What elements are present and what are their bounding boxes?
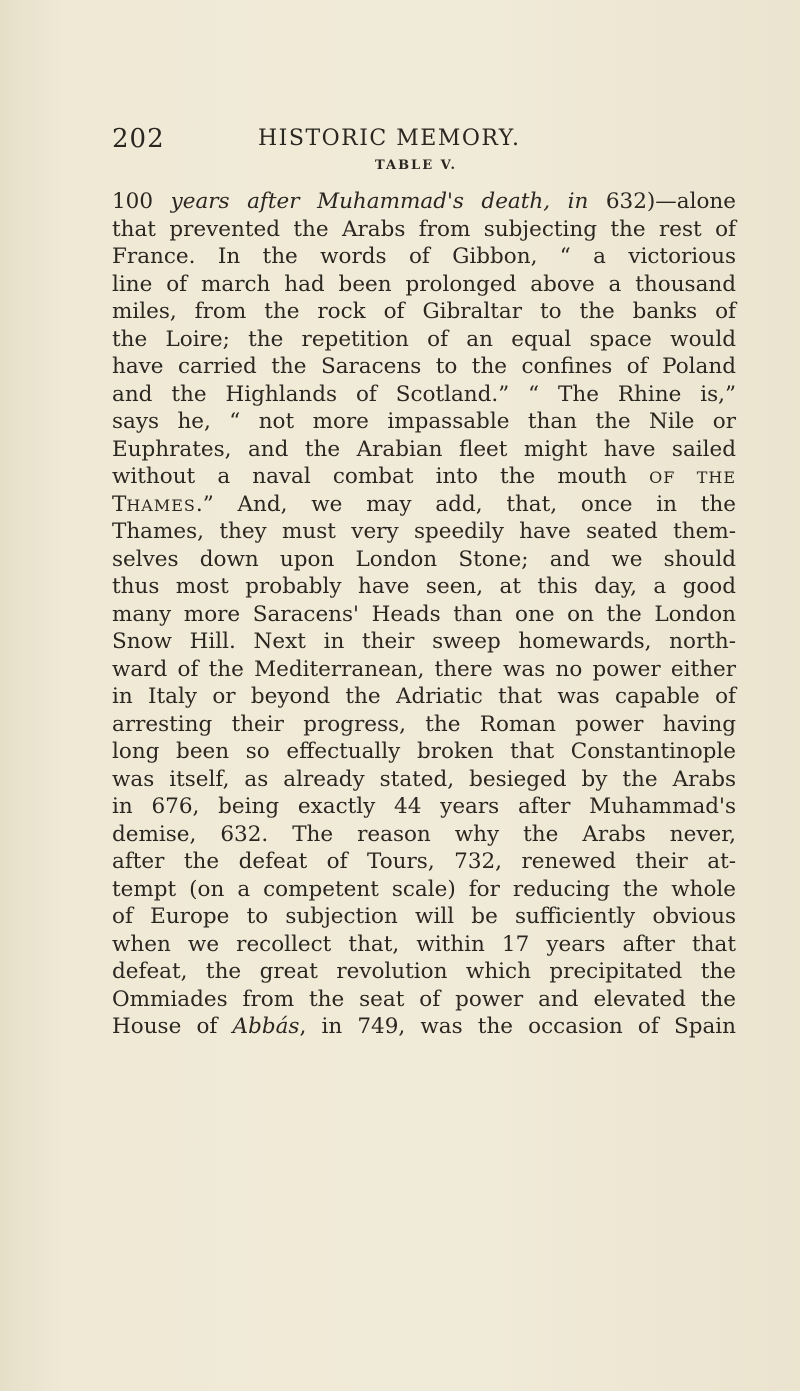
text-line: Ommiades from the seat of power and elevated the <box>112 986 736 1012</box>
text-line: many more Saracens' Heads than one on the London <box>112 601 736 627</box>
text-line: in 676, being exactly 44 years after Muhammad's <box>112 794 736 819</box>
page-number: 202 <box>112 124 165 154</box>
text-line: says he, “ not more impassable than the Nile or <box>112 409 736 434</box>
text-line: miles, from the rock of Gibraltar to the banks of <box>112 299 736 324</box>
text-line: selves down upon London Stone; and we should <box>112 546 736 572</box>
text-line: Thames, they must very speedily have seated them- <box>112 519 736 544</box>
text-line: that prevented the Arabs from subjecting the rest of <box>112 216 736 242</box>
text-line: THAMES.” And, we may add, that, once in the <box>112 491 736 517</box>
text-line: after the defeat of Tours, 732, renewed their at- <box>112 849 736 874</box>
text-line: Snow Hill. Next in their sweep homewards, north- <box>112 629 736 654</box>
text-line: tempt (on a competent scale) for reducing the whole <box>112 876 736 902</box>
page-header <box>112 124 752 154</box>
text-line: line of march had been prolonged above a thousand <box>112 271 736 297</box>
text-line: and the Highlands of Scotland.” “ The Rhine is,” <box>112 381 736 407</box>
text-line: France. In the words of Gibbon, “ a victorious <box>112 244 736 269</box>
text-line: Euphrates, and the Arabian fleet might have sailed <box>112 436 736 462</box>
running-head: HISTORIC MEMORY. <box>258 126 521 151</box>
table-label: TABLE V. <box>375 158 457 173</box>
text-line: without a naval combat into the mouth OF THE <box>112 464 736 489</box>
text-line: thus most probably have seen, at this day, a good <box>112 574 736 599</box>
text-line: ward of the Mediterranean, there was no power either <box>112 656 736 682</box>
text-line: have carried the Saracens to the confines of Poland <box>112 354 736 379</box>
text-line: long been so effectually broken that Constantinople <box>112 739 736 764</box>
body-text <box>112 188 736 1041</box>
text-line: demise, 632. The reason why the Arabs never, <box>112 821 736 847</box>
text-line: of Europe to subjection will be sufficiently obvious <box>112 904 736 929</box>
text-line: House of Abbás, in 749, was the occasion of Spain <box>112 1014 736 1039</box>
text-line: was itself, as already stated, besieged by the Arabs <box>112 766 736 792</box>
text-line: 100 years after Muhammad's death, in 632)—alone <box>112 189 736 214</box>
text-line: defeat, the great revolution which precipitated the <box>112 959 736 984</box>
text-line: the Loire; the repetition of an equal space would <box>112 326 736 352</box>
text-line: when we recollect that, within 17 years after that <box>112 931 736 957</box>
text-line: arresting their progress, the Roman power having <box>112 711 736 737</box>
text-line: in Italy or beyond the Adriatic that was capable of <box>112 684 736 709</box>
